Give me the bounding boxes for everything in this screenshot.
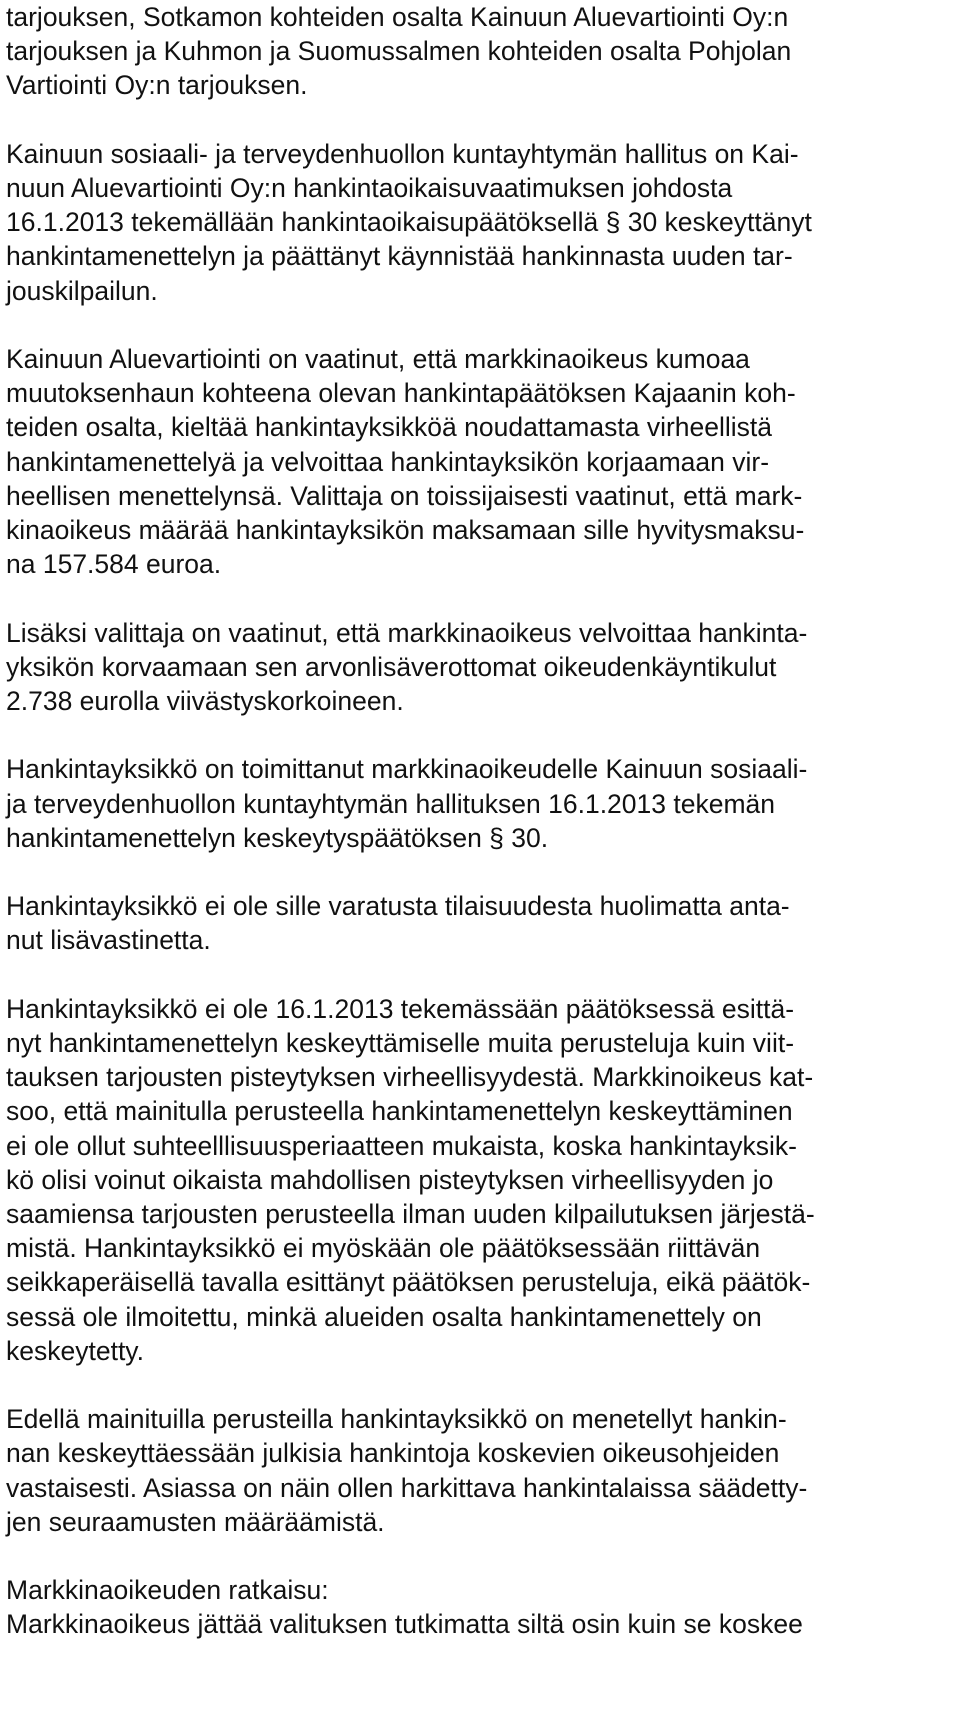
text-line: kinaoikeus määrää hankintayksikön maksamaan sille hyvitysmaksu- bbox=[6, 515, 805, 546]
paragraph-award-summary bbox=[6, 0, 956, 103]
text-line: teiden osalta, kieltää hankintayksikköä noudattamasta virheellistä bbox=[6, 412, 773, 443]
text-line: Edellä mainituilla perusteilla hankintayksikkö on menetellyt hankin- bbox=[6, 1404, 787, 1435]
paragraph-no-response bbox=[6, 889, 956, 957]
text-line: Hankintayksikkö ei ole 16.1.2013 tekemässään päätöksessä esittä- bbox=[6, 993, 795, 1024]
text-line: jouskilpailun. bbox=[6, 275, 158, 306]
document-page bbox=[6, 0, 956, 1642]
paragraph-court-assessment bbox=[6, 992, 956, 1368]
text-line: hankintamenettelyä ja velvoittaa hankintayksikön korjaamaan vir- bbox=[6, 446, 770, 477]
paragraph-submitted-decision bbox=[6, 752, 956, 855]
text-line: jen seuraamusten määräämistä. bbox=[6, 1506, 385, 1537]
text-line: ja terveydenhuollon kuntayhtymän hallituksen 16.1.2013 tekemän bbox=[6, 788, 776, 819]
paragraph-legal-costs bbox=[6, 616, 956, 719]
paragraph-cancellation-decision bbox=[6, 137, 956, 308]
section-heading: Markkinaoikeuden ratkaisu: bbox=[6, 1575, 329, 1606]
text-line: nut lisävastinetta. bbox=[6, 925, 211, 956]
text-line: tarjouksen, Sotkamon kohteiden osalta Kainuun Aluevartiointi Oy:n bbox=[6, 2, 789, 32]
text-line: 16.1.2013 tekemällään hankintaoikaisupäätöksellä § 30 keskeyttänyt bbox=[6, 207, 812, 238]
text-line: yksikön korvaamaan sen arvonlisäverottomat oikeudenkäyntikulut bbox=[6, 651, 777, 682]
text-line: muutoksenhaun kohteena olevan hankintapäätöksen Kajaanin koh- bbox=[6, 378, 796, 409]
text-line: hankintamenettelyn ja päättänyt käynnistää hankinnasta uuden tar- bbox=[6, 241, 793, 272]
text-line: Vartiointi Oy:n tarjouksen. bbox=[6, 70, 308, 101]
text-line: mistä. Hankintayksikkö ei myöskään ole päätöksessään riittävän bbox=[6, 1233, 761, 1264]
text-line: Kainuun Aluevartiointi on vaatinut, että markkinaoikeus kumoaa bbox=[6, 344, 750, 374]
text-line: tauksen tarjousten pisteytyksen virheellisyydestä. Markkinoikeus kat- bbox=[6, 1062, 814, 1093]
paragraph-conclusion bbox=[6, 1402, 956, 1539]
text-line: soo, että mainitulla perusteella hankintamenettelyn keskeyttäminen bbox=[6, 1096, 793, 1127]
text-line: hankintamenettelyn keskeytyspäätöksen § 30. bbox=[6, 822, 549, 853]
text-line: 2.738 eurolla viivästyskorkoineen. bbox=[6, 686, 404, 717]
text-line: sessä ole ilmoitettu, minkä alueiden osalta hankintamenettely on bbox=[6, 1301, 762, 1332]
paragraph-appellant-claims bbox=[6, 342, 956, 581]
text-line: Lisäksi valittaja on vaatinut, että markkinaoikeus velvoittaa hankinta- bbox=[6, 617, 808, 648]
text-line: Hankintayksikkö on toimittanut markkinaoikeudelle Kainuun sosiaali- bbox=[6, 754, 808, 785]
paragraph-ruling bbox=[6, 1573, 956, 1641]
text-line: na 157.584 euroa. bbox=[6, 549, 222, 580]
text-line: Hankintayksikkö ei ole sille varatusta tilaisuudesta huolimatta anta- bbox=[6, 891, 790, 922]
text-line: nyt hankintamenettelyn keskeyttämiselle muita perusteluja kuin viit- bbox=[6, 1028, 795, 1058]
text-line: saamiensa tarjousten perusteella ilman uuden kilpailutuksen järjestä- bbox=[6, 1199, 815, 1230]
text-line: Kainuun sosiaali- ja terveydenhuollon kuntayhtymän hallitus on Kai- bbox=[6, 138, 799, 169]
text-line: nuun Aluevartiointi Oy:n hankintaoikaisuvaatimuksen johdosta bbox=[6, 173, 733, 203]
text-line: heellisen menettelynsä. Valittaja on toissijaisesti vaatinut, että mark- bbox=[6, 480, 803, 511]
text-line: nan keskeyttäessään julkisia hankintoja koskevien oikeusohjeiden bbox=[6, 1438, 780, 1469]
text-line: keskeytetty. bbox=[6, 1335, 144, 1366]
text-line: seikkaperäisellä tavalla esittänyt päätöksen perusteluja, eikä päätök- bbox=[6, 1267, 811, 1298]
text-line: tarjouksen ja Kuhmon ja Suomussalmen kohteiden osalta Pohjolan bbox=[6, 36, 792, 67]
text-line: vastaisesti. Asiassa on näin ollen harkittava hankintalaissa säädetty- bbox=[6, 1472, 808, 1503]
text-line: Markkinaoikeus jättää valituksen tutkimatta siltä osin kuin se koskee bbox=[6, 1609, 803, 1640]
text-line: kö olisi voinut oikaista mahdollisen pisteytyksen virheellisyyden jo bbox=[6, 1164, 774, 1195]
text-line: ei ole ollut suhteelllisuusperiaatteen mukaista, koska hankintayksik- bbox=[6, 1130, 798, 1161]
